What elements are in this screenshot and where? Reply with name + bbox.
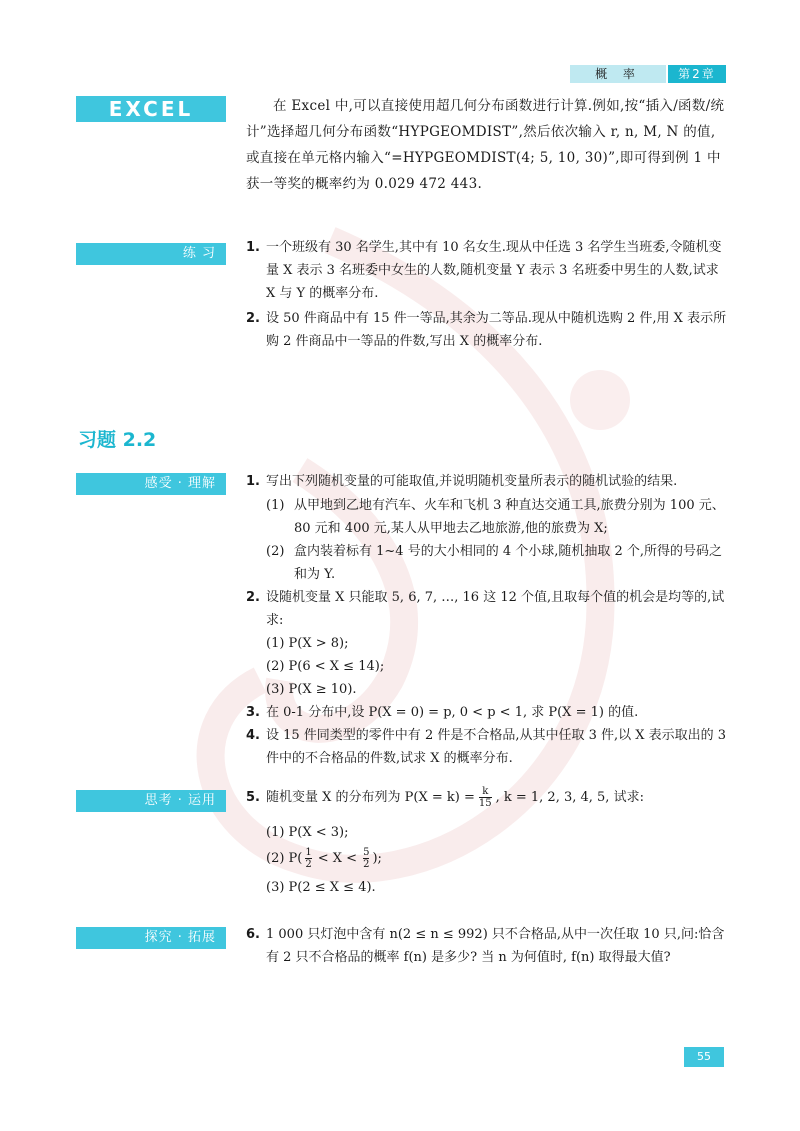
problem-1-sub-2 [266,540,728,586]
header-chapter-tab: 第2章 [668,65,726,83]
problem-2-sub-1: (1) P(X > 8); [266,636,349,651]
sub-text: 从甲地到乙地有汽车、火车和飞机 3 种直达交通工具,旅费分别为 100 元、80 元和 400 元,某人从甲地去乙地旅游,他的旅费为 X; [294,498,725,536]
fraction-denominator: 15 [478,798,492,809]
apply-label: 思考 · 运用 [76,790,226,812]
problem-number: 1. [246,240,260,255]
problem-5-sub-2 [266,847,728,870]
problem-text: 一个班级有 30 名学生,其中有 10 名女生.现从中任选 3 名学生当班委,令随机变量 X 表示 3 名班委中女生的人数,随机变量 Y 表示 3 名班委中男生的人数,试求 X 与 Y 的概率分布. [266,240,722,301]
header-section-tab: 概 率 [570,65,666,83]
fraction-denominator: 2 [305,859,312,870]
excel-label: EXCEL [76,96,226,122]
problem-number: 1. [246,474,260,489]
problem-number: 2. [246,311,260,326]
problem-text: 写出下列随机变量的可能取值,并说明随机变量所表示的随机试验的结果. [266,474,678,489]
fraction-k-over-15 [479,786,492,809]
fraction-numerator: k [482,786,489,797]
problem-2-sub-3: (3) P(X ≥ 10). [266,682,357,697]
sub-text-pre: (2) P( [266,851,303,866]
practice-item-1 [246,236,728,305]
problem-1 [246,470,728,493]
problem-text: 设随机变量 X 只能取 5, 6, 7, …, 16 这 12 个值,且取每个值的机会是均等的,试求: [266,590,725,628]
excel-text: 在 Excel 中,可以直接使用超几何分布函数进行计算.例如,按“插入/函数/统计”选择超几何分布函数“HYPGEOMDIST”,然后依次输入 r, n, M, N 的值,或直接在单元格内输入“=HYPGEOMDIST(4; 5, 10, 30)”,即可得到例 1 中获一等奖的概率约为 0.029 472 443. [246,98,725,192]
fraction-1-over-2 [305,847,311,870]
sub-text-mid: < X < [317,851,358,866]
problem-text: 设 50 件商品中有 15 件一等品,其余为二等品.现从中随机选购 2 件,用 X 表示所购 2 件商品中一等品的件数,写出 X 的概率分布. [266,311,727,349]
problem-6 [246,923,728,969]
sub-text: 盒内装着标有 1~4 号的大小相同的 4 个小球,随机抽取 2 个,所得的号码之和为 Y. [294,544,723,582]
problem-text: 设 15 件同类型的零件中有 2 件是不合格品,从其中任取 3 件,以 X 表示取出的 3 件中的不合格品的件数,试求 X 的概率分布. [266,728,727,766]
page-number: 55 [684,1047,724,1067]
fraction-numerator: 1 [305,847,312,858]
sub-number: (1) [266,498,285,513]
explore-label: 探究 · 拓展 [76,927,226,949]
fraction-denominator: 2 [363,859,370,870]
problem-5 [246,786,728,809]
problem-number: 2. [246,590,260,605]
problem-text: 在 0-1 分布中,设 P(X = 0) = p, 0 < p < 1, 求 P(X = 1) 的值. [266,705,639,720]
problem-4 [246,724,728,770]
sub-text-post: ); [372,851,382,866]
problem-number: 3. [246,705,260,720]
fraction-numerator: 5 [363,847,370,858]
understand-label: 感受 · 理解 [76,473,226,495]
problem-5-sub-1: (1) P(X < 3); [266,825,349,840]
fraction-5-over-2 [363,847,369,870]
practice-item-2 [246,307,728,353]
problem-number: 6. [246,927,260,942]
problem-text: 1 000 只灯泡中含有 n(2 ≤ n ≤ 992) 只不合格品,从中一次任取 10 只,问:恰含有 2 只不合格品的概率 f(n) 是多少? 当 n 为何值时, f(n) 取得最大值? [266,927,725,965]
problem-3 [246,701,728,724]
problem-2 [246,586,728,632]
problem-2-sub-2: (2) P(6 < X ≤ 14); [266,659,385,674]
problem-number: 4. [246,728,260,743]
sub-number: (2) [266,544,285,559]
problem-5-sub-3: (3) P(2 ≤ X ≤ 4). [266,880,376,895]
problem-number: 5. [246,790,260,805]
problem-text-post: , k = 1, 2, 3, 4, 5, 试求: [495,790,644,805]
practice-label: 练 习 [76,243,226,265]
exercise-heading: 习题 2.2 [78,429,157,451]
problem-1-sub-1 [266,494,728,540]
problem-text-pre: 随机变量 X 的分布列为 P(X = k) = [266,790,475,805]
